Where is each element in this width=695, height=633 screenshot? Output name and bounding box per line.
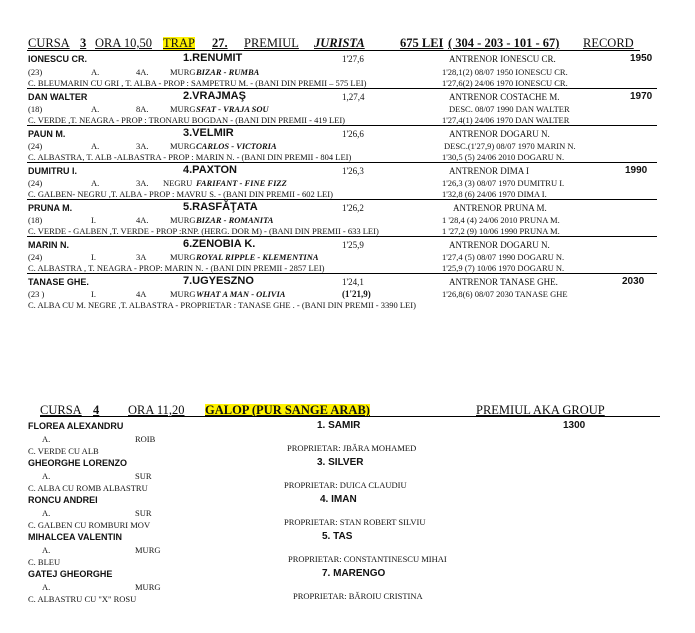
color: MURG — [135, 582, 161, 592]
race4-type: GALOP (PUR SANGE ARAB) — [205, 403, 370, 417]
color: MURG — [170, 141, 196, 151]
pedigree: ROYAL RIPPLE - KLEMENTINA — [196, 252, 319, 262]
pedigree: BIZAR - ROMANITA — [196, 215, 274, 225]
age-weight: (23) — [28, 67, 43, 77]
track-time: (1'21,9) — [342, 289, 371, 299]
race4-number: 4 — [93, 403, 100, 417]
race3-record-label: RECORD — [583, 36, 634, 50]
horse-name: 4. IMAN — [320, 494, 357, 505]
sex: I. — [91, 289, 96, 299]
colors: C. BLEU — [28, 557, 61, 567]
age: 3A. — [136, 178, 149, 188]
horse-name: 7.UGYESZNO — [183, 275, 254, 287]
age: 3A — [136, 252, 147, 262]
colors-owner: C. ALBASTRA , T. NEAGRA - PROP: MARIN N. - (BANI DIN PREMII - 2857 LEI) — [28, 263, 325, 273]
age-weight: (24) — [28, 178, 43, 188]
horse-name: 3.VELMIR — [183, 127, 234, 139]
race3-premiul-name: JURISTA — [314, 36, 365, 50]
history-2: 1'27,6(2) 24/06 1970 IONESCU CR. — [442, 78, 568, 88]
color: SUR — [135, 471, 152, 481]
trainer: ANTRENOR IONESCU CR. — [449, 54, 556, 64]
history-2: 1'30,5 (5) 24/06 2010 DOGARU N. — [442, 152, 565, 162]
divider — [27, 199, 657, 200]
history-1: 1'27,4 (5) 08/07 1990 DOGARU N. — [442, 252, 565, 262]
history-2: 1'25,9 (7) 10/06 1970 DOGARU N. — [442, 263, 565, 273]
horse-name: 5. TAS — [322, 531, 353, 542]
sex: A. — [42, 582, 51, 592]
trainer: ANTRENOR DOGARU N. — [449, 240, 550, 250]
age: 4A. — [136, 215, 149, 225]
sex: A. — [91, 67, 100, 77]
trainer: ANTRENOR DOGARU N. — [449, 129, 550, 139]
jockey-name: GHEORGHE LORENZO — [28, 458, 128, 468]
age-weight: (18) — [28, 104, 43, 114]
color: MURG — [170, 252, 196, 262]
jockey-name: TANASE GHE. — [28, 277, 89, 287]
sex: A. — [42, 508, 51, 518]
owner: PROPRIETAR: JBĂRA MOHAMED — [287, 443, 417, 453]
divider — [27, 236, 657, 237]
owner: PROPRIETAR: BĂROIU CRISTINA — [293, 591, 423, 601]
sex: A. — [91, 178, 100, 188]
colors: C. ALBASTRU CU "X" ROSU — [28, 594, 137, 604]
owner: PROPRIETAR: CONSTANTINESCU MIHAI — [288, 554, 447, 564]
race4-premiul: PREMIUL AKA GROUP — [476, 403, 605, 417]
race3-header-rule — [27, 50, 640, 51]
owner: PROPRIETAR: STAN ROBERT SILVIU — [284, 517, 426, 527]
trainer: ANTRENOR PRUNA M. — [453, 203, 547, 213]
owner: PROPRIETAR: DUICA CLAUDIU — [284, 480, 407, 490]
jockey-name: IONESCU CR. — [28, 54, 88, 64]
best-time: 1'26,6 — [342, 129, 364, 139]
jockey-name: RONCU ANDREI — [28, 495, 98, 505]
race3-prize-split: ( 304 - 203 - 101 - 67) — [448, 36, 560, 50]
pedigree: SFAT - VRAJA SOU — [196, 104, 269, 114]
pedigree: CARLOS - VICTORIA — [196, 141, 277, 151]
horse-name: 6.ZENOBIA K. — [183, 238, 256, 250]
sex: A. — [42, 434, 51, 444]
best-time: 1'24,1 — [342, 277, 364, 287]
trainer: ANTRENOR COSTACHE M. — [449, 92, 560, 102]
race3-time: ORA 10,50 — [95, 36, 152, 50]
color: MURG — [170, 289, 196, 299]
jockey-name: PAUN M. — [28, 129, 66, 139]
color: SUR — [135, 508, 152, 518]
horse-name: 1.RENUMIT — [183, 52, 243, 64]
colors-owner: C. ALBA CU M. NEGRE ,T. ALBASTRA - PROPRIETAR : TANASE GHE . - (BANI DIN PREMII - 3390 LEI) — [28, 300, 416, 310]
color: NEGRU — [163, 178, 193, 188]
jockey-name: MARIN N. — [28, 240, 69, 250]
jockey-name: FLOREA ALEXANDRU — [28, 421, 124, 431]
record-year: 1990 — [625, 165, 648, 176]
trainer: ANTRENOR TANASE GHE. — [449, 277, 558, 287]
jockey-name: MIHALCEA VALENTIN — [28, 532, 122, 542]
best-time: 1'25,9 — [342, 240, 364, 250]
race3-distance: 27. — [212, 36, 228, 50]
race4-cursa-label: CURSA — [40, 403, 82, 417]
color: ROIB — [135, 434, 156, 444]
age: 4A. — [136, 67, 149, 77]
sex: I. — [91, 252, 96, 262]
race3-premiul-label: PREMIUL — [244, 36, 299, 50]
history-2: 1'32,8 (6) 24/06 1970 DIMA I. — [442, 189, 547, 199]
record-year: 1970 — [630, 91, 653, 102]
divider — [27, 125, 657, 126]
jockey-name: DUMITRU I. — [28, 166, 77, 176]
jockey-name: GATEJ GHEORGHE — [28, 569, 113, 579]
color: MURG — [170, 215, 196, 225]
age: 4A — [136, 289, 147, 299]
color: MURG — [135, 545, 161, 555]
jockey-name: DAN WALTER — [28, 92, 88, 102]
divider — [27, 273, 657, 274]
colors: C. VERDE CU ALB — [28, 446, 99, 456]
sex: A. — [91, 141, 100, 151]
age-weight: (24) — [28, 141, 43, 151]
history-1: DESC.(1'27,9) 08/07 1970 MARIN N. — [444, 141, 576, 151]
colors: C. ALBA CU ROMB ALBASTRU — [28, 483, 148, 493]
age-weight: (18) — [28, 215, 43, 225]
record-year: 1950 — [630, 53, 653, 64]
record-year: 2030 — [622, 276, 645, 287]
age: 3A. — [136, 141, 149, 151]
colors-owner: C. ALBASTRA, T. ALB -ALBASTRA - PROP : MARIN N. - (BANI DIN PREMII - 804 LEI) — [28, 152, 352, 162]
colors-owner: C. GALBEN- NEGRU ,T. ALBA - PROP : MAVRU S. - (BANI DIN PREMII - 602 LEI) — [28, 189, 333, 199]
colors-owner: C. VERDE ,T. NEAGRA - PROP : TRONARU BOGDAN - (BANI DIN PREMII - 419 LEI) — [28, 115, 346, 125]
best-time: 1'27,6 — [342, 54, 364, 64]
horse-name: 7. MARENGO — [322, 568, 386, 579]
divider — [27, 162, 657, 163]
race3-number: 3 — [80, 36, 87, 50]
best-time: 1,27,4 — [342, 92, 365, 102]
history-1: 1'26,8(6) 08/07 2030 TANASE GHE — [442, 289, 568, 299]
pedigree: WHAT A MAN - OLIVIA — [196, 289, 286, 299]
race3-cursa-label: CURSA — [28, 36, 70, 50]
sex: I. — [91, 215, 96, 225]
divider — [27, 88, 657, 89]
history-2: 1'27,4(1) 24/06 1970 DAN WALTER — [442, 115, 570, 125]
history-1: DESC. 08/07 1990 DAN WALTER — [449, 104, 570, 114]
best-time: 1'26,3 — [342, 166, 364, 176]
color: MURG — [170, 67, 196, 77]
pedigree: BIZAR - RUMBA — [196, 67, 260, 77]
sex: A. — [42, 471, 51, 481]
history-1: 1'26,3 (3) 08/07 1970 DUMITRU I. — [442, 178, 565, 188]
pedigree: FARIFANT - FINE FIZZ — [196, 178, 287, 188]
horse-name: 5.RASFĂŢATA — [183, 201, 258, 213]
horse-name: 3. SILVER — [317, 457, 364, 468]
age-weight: (23 ) — [28, 289, 45, 299]
color: MURG — [170, 104, 196, 114]
sex: A. — [91, 104, 100, 114]
age-weight: (24) — [28, 252, 43, 262]
trainer: ANTRENOR DIMA I — [449, 166, 529, 176]
colors: C. GALBEN CU ROMBURI MOV — [28, 520, 151, 530]
race4-time: ORA 11,20 — [128, 403, 185, 417]
race3-type: TRAP — [163, 36, 195, 50]
jockey-name: PRUNA M. — [28, 203, 73, 213]
best-time: 1'26,2 — [342, 203, 364, 213]
history-1: 1'28,1(2) 08/07 1950 IONESCU CR. — [442, 67, 568, 77]
history-2: 1 '27,2 (9) 10/06 1990 PRUNA M. — [442, 226, 560, 236]
record-year: 1300 — [563, 420, 586, 431]
horse-name: 1. SAMIR — [317, 420, 361, 431]
race3-prize: 675 LEI — [400, 36, 444, 50]
age: 8A. — [136, 104, 149, 114]
history-1: 1 '28,4 (4) 24/06 2010 PRUNA M. — [442, 215, 560, 225]
colors-owner: C. VERDE - GALBEN ,T. VERDE - PROP :RNP. (HERG. DOR M) - (BANI DIN PREMII - 633 LEI) — [28, 226, 379, 236]
horse-name: 2.VRAJMAŞ — [183, 90, 246, 102]
sex: A. — [42, 545, 51, 555]
horse-name: 4.PAXTON — [183, 164, 237, 176]
colors-owner: C. BLEUMARIN CU GRI , T. ALBA - PROP : SAMPETRU M. - (BANI DIN PREMII – 575 LEI) — [28, 78, 367, 88]
race4-header-rule — [40, 416, 660, 417]
